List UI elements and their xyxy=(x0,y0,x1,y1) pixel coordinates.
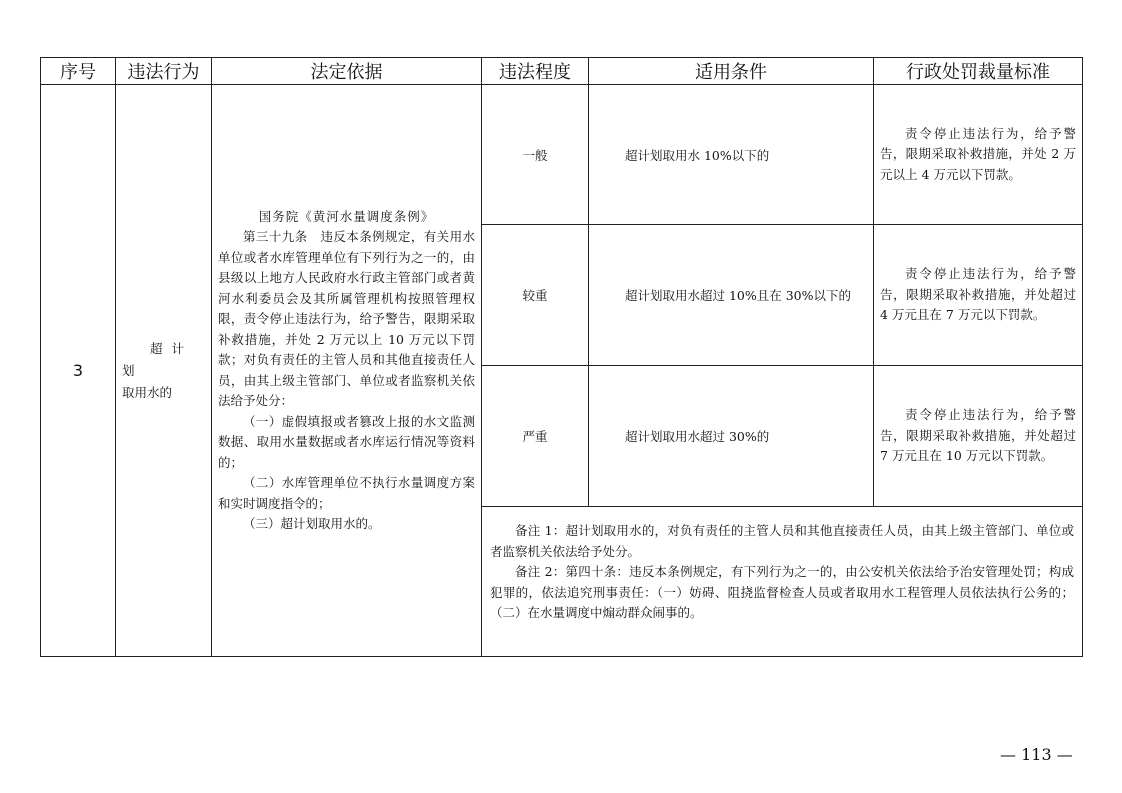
basis-title: 国务院《黄河水量调度条例》 xyxy=(258,208,435,224)
row-number: 3 xyxy=(41,85,116,657)
condition-general: 超计划取用水 10%以下的 xyxy=(589,85,874,225)
degree-serious: 较重 xyxy=(482,225,589,366)
condition-serious: 超计划取用水超过 10%且在 30%以下的 xyxy=(589,225,874,366)
basis-item-2: （二）水库管理单位不执行水量调度方案和实时调度指令的； xyxy=(218,475,475,511)
page-number: — 113 — xyxy=(1000,745,1073,764)
header-degree: 违法程度 xyxy=(482,58,589,85)
violation-line-2: 取用水的 xyxy=(122,384,173,400)
degree-general: 一般 xyxy=(482,85,589,225)
standard-severe: 责令停止违法行为，给予警告，限期采取补救措施，并处超过 7 万元且在 10 万元以下罚款。 xyxy=(880,407,1076,464)
violation-line-1: 超计划 xyxy=(122,340,194,378)
condition-severe: 超计划取用水超过 30%的 xyxy=(589,366,874,507)
basis-item-3: （三）超计划取用水的。 xyxy=(243,516,381,531)
table-header-row xyxy=(41,58,1083,85)
violation-cell xyxy=(116,85,212,657)
basis-item-1: （一）虚假填报或者篡改上报的水文监测数据、取用水量数据或者水库运行情况等资料的； xyxy=(218,413,475,470)
standard-severe-cell xyxy=(874,366,1083,507)
penalty-standard-table xyxy=(40,57,1083,657)
standard-serious: 责令停止违法行为，给予警告，限期采取补救措施，并处超过 4 万元且在 7 万元以下罚款。 xyxy=(880,266,1076,323)
header-legal-basis: 法定依据 xyxy=(212,58,482,85)
legal-basis-cell xyxy=(212,85,482,657)
standard-general-cell xyxy=(874,85,1083,225)
note-2: 备注 2：第四十条：违反本条例规定，有下列行为之一的，由公安机关依法给予治安管理处罚；构成犯罪的，依法追究刑事责任：（一）妨碍、阻挠监督检查人员或者取用水工程管理人员依法执行公务的；（二）在水量调度中煽动群众闹事的。 xyxy=(490,564,1074,620)
header-violation: 违法行为 xyxy=(116,58,212,85)
degree-severe: 严重 xyxy=(482,366,589,507)
note-1: 备注 1：超计划取用水的，对负有责任的主管人员和其他直接责任人员，由其上级主管部门、单位或者监察机关依法给予处分。 xyxy=(490,523,1074,559)
table-row xyxy=(41,85,1083,225)
basis-article: 第三十九条 违反本条例规定，有关用水单位或者水库管理单位有下列行为之一的，由县级以上地方人民政府水行政主管部门或者黄河水利委员会及其所属管理机构按照管理权限，责令停止违法行为，给予警告，限期采取补救措施，并处 2 万元以上 10 万元以下罚款；对负有责任的主管人员和其他直接责任人员，由其上级主管部门、单位或者监察机关依法给予处分： xyxy=(218,229,475,408)
header-conditions: 适用条件 xyxy=(589,58,874,85)
standard-general: 责令停止违法行为，给予警告，限期采取补救措施，并处 2 万元以上 4 万元以下罚款。 xyxy=(880,125,1076,182)
standard-serious-cell xyxy=(874,225,1083,366)
notes-cell xyxy=(482,507,1083,657)
header-penalty-standard: 行政处罚裁量标准 xyxy=(874,58,1083,85)
header-number: 序号 xyxy=(41,58,116,85)
